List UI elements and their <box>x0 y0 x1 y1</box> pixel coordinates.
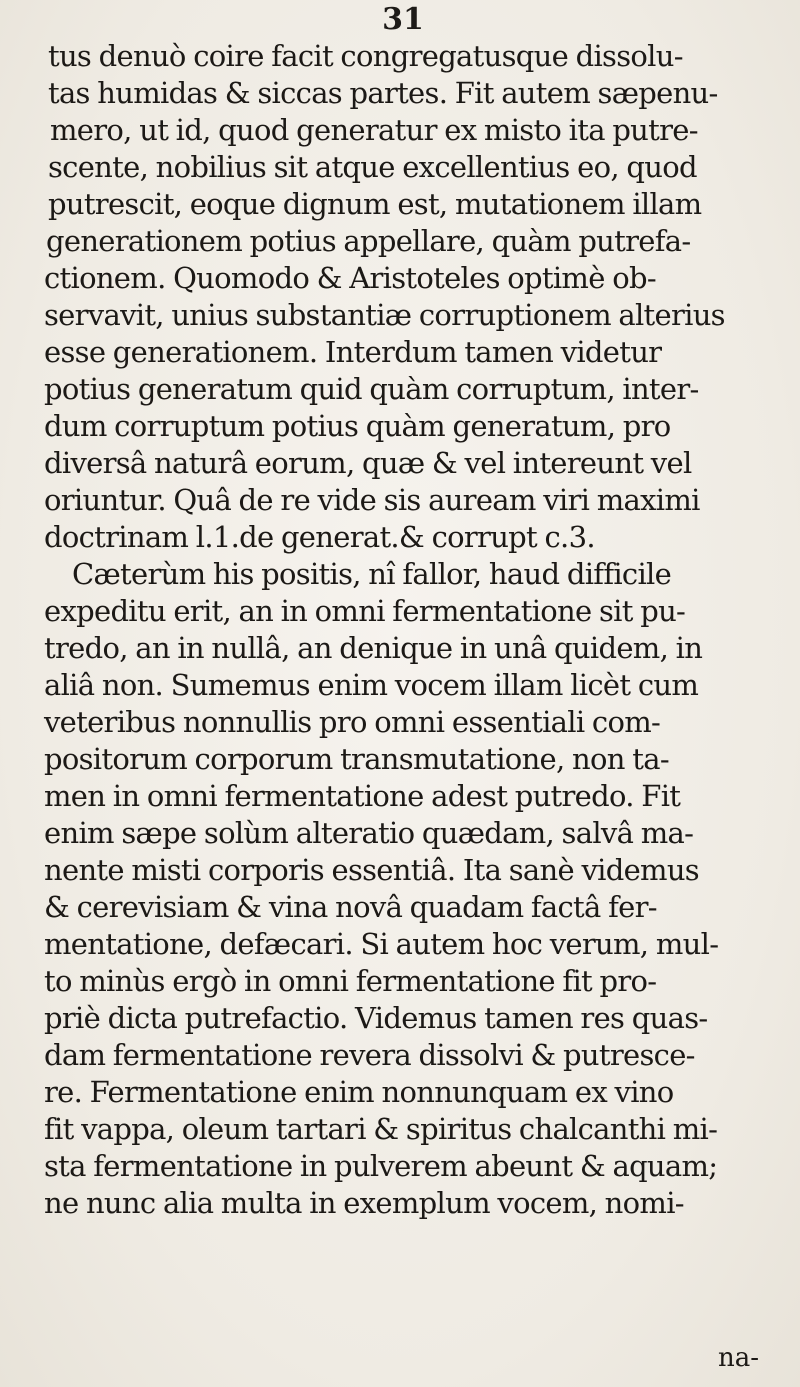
text-line: re. Fermentatione enim nonnunquam ex vino <box>44 1075 674 1109</box>
text-line: scente, nobilius sit atque excellentius eo, quod <box>48 150 697 184</box>
text-line: & cerevisiam & vina novâ quadam factâ fer- <box>44 890 657 924</box>
text-line: positorum corporum transmutatione, non ta- <box>44 742 669 776</box>
text-line: dam fermentatione revera dissolvi & putresce- <box>44 1038 695 1072</box>
text-line: oriuntur. Quâ de re vide sis auream viri maximi <box>44 483 700 517</box>
text-line: potius generatum quid quàm corruptum, inter- <box>44 372 699 406</box>
text-line: men in omni fermentatione adest putredo. Fit <box>44 779 681 813</box>
text-line: generationem potius appellare, quàm putrefa- <box>46 224 691 258</box>
text-line: fit vappa, oleum tartari & spiritus chalcanthi mi- <box>44 1112 718 1146</box>
text-line: mentatione, defæcari. Si autem hoc verum, mul- <box>44 927 719 961</box>
paragraph-start-line: Cæterùm his positis, nî fallor, haud difficile <box>72 557 672 591</box>
text-line: ne nunc alia multa in exemplum vocem, nomi- <box>44 1186 684 1220</box>
text-line: aliâ non. Sumemus enim vocem illam licèt cum <box>44 668 699 702</box>
page-number: 31 <box>382 2 424 37</box>
text-line: ctionem. Quomodo & Aristoteles optimè ob- <box>44 261 656 295</box>
text-line: tas humidas & siccas partes. Fit autem sæpenu- <box>48 76 718 110</box>
text-line: priè dicta putrefactio. Videmus tamen res quas- <box>44 1001 708 1035</box>
text-line: esse generationem. Interdum tamen videtur <box>44 335 662 369</box>
text-line: servavit, unius substantiæ corruptionem alterius <box>44 298 725 332</box>
text-line: veteribus nonnullis pro omni essentiali com- <box>44 705 661 739</box>
text-line: nente misti corporis essentiâ. Ita sanè videmus <box>44 853 699 887</box>
catchword: na- <box>718 1343 760 1373</box>
text-line: dum corruptum potius quàm generatum, pro <box>44 409 671 443</box>
text-line: diversâ naturâ eorum, quæ & vel intereunt vel <box>44 446 692 480</box>
text-line: to minùs ergò in omni fermentatione fit pro- <box>44 964 657 998</box>
text-line: mero, ut id, quod generatur ex misto ita putre- <box>50 113 698 147</box>
text-line: enim sæpe solùm alteratio quædam, salvâ ma- <box>44 816 694 850</box>
text-line: sta fermentatione in pulverem abeunt & aquam; <box>44 1149 718 1183</box>
text-line: expeditu erit, an in omni fermentatione sit pu- <box>44 594 686 628</box>
text-line: tus denuò coire facit congregatusque dissolu- <box>48 39 683 73</box>
text-line: tredo, an in nullâ, an denique in unâ quidem, in <box>44 631 703 665</box>
text-line: putrescit, eoque dignum est, mutationem illam <box>48 187 702 221</box>
text-line-citation: doctrinam l.1.de generat.& corrupt c.3. <box>44 520 595 554</box>
